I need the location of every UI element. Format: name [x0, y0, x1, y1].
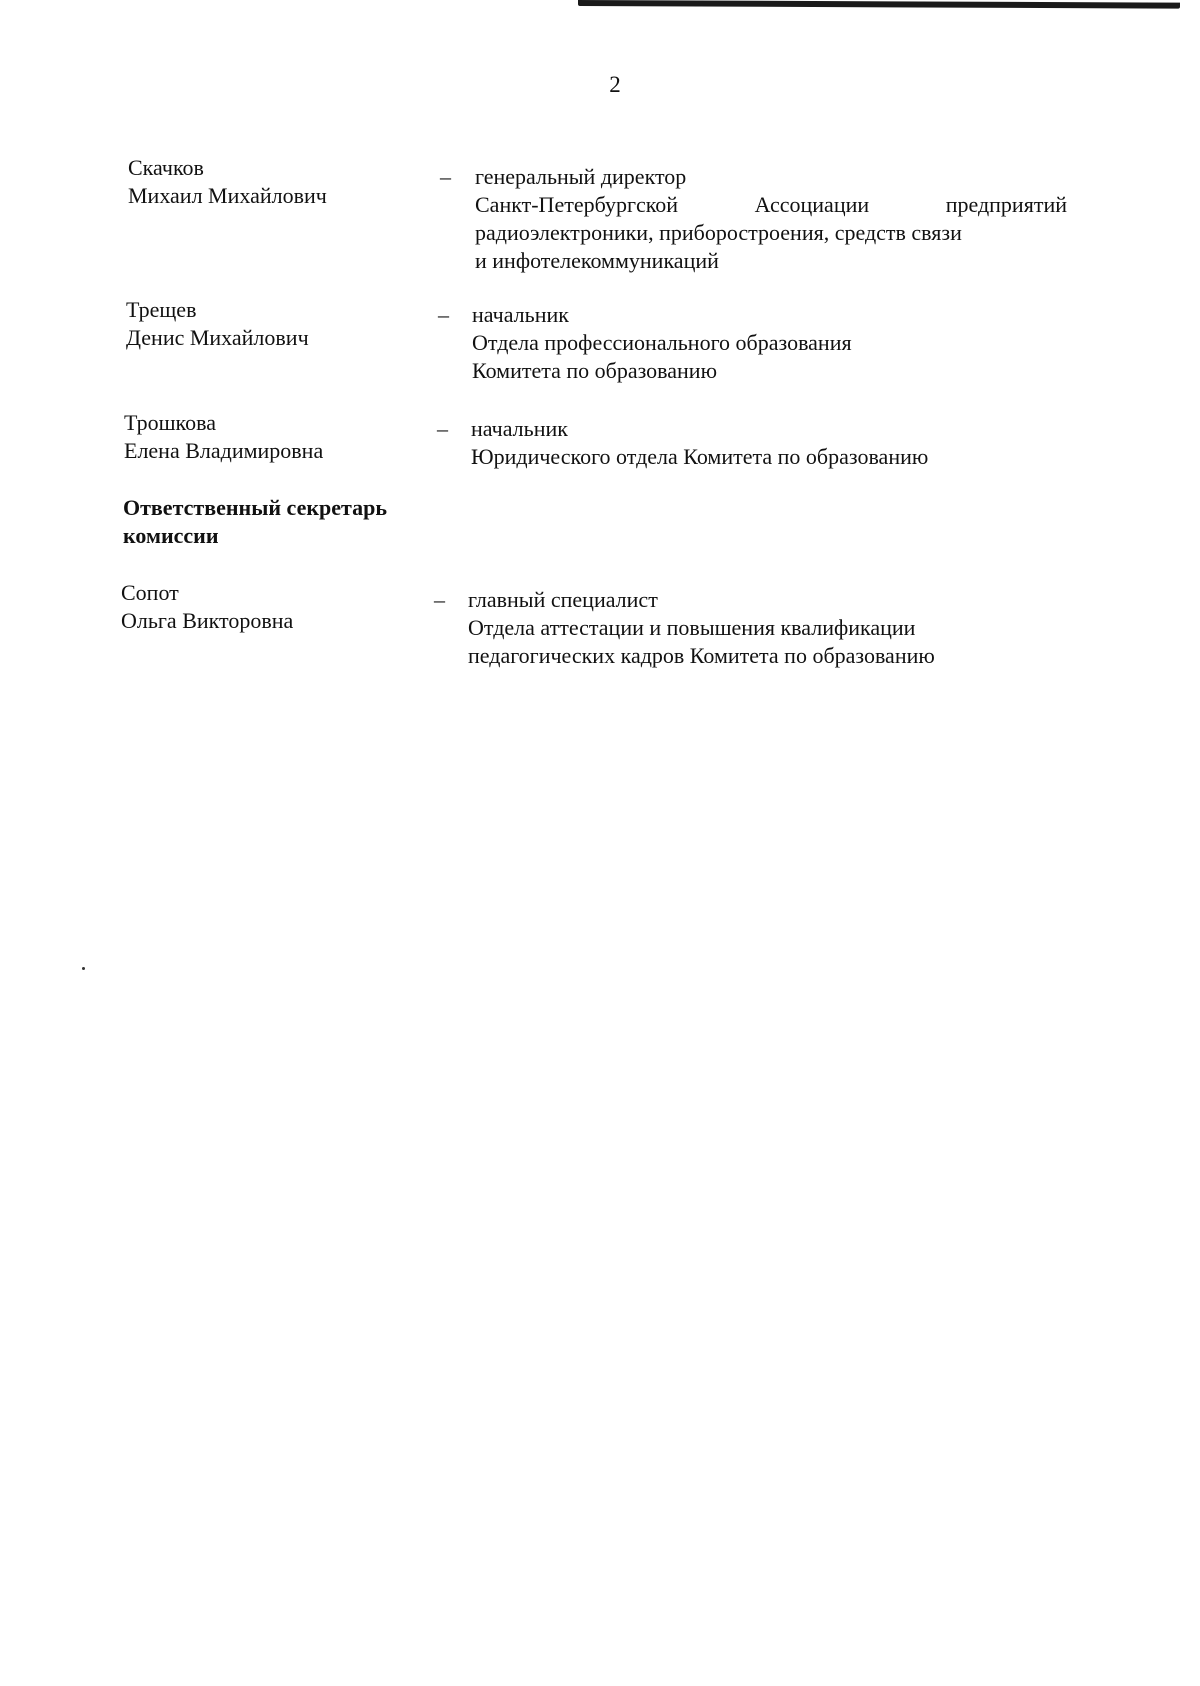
- member-description: [475, 163, 1067, 275]
- heading-line: комиссии: [123, 523, 219, 548]
- member-name: [126, 296, 309, 352]
- member-surname: Трошкова: [124, 410, 216, 435]
- member-org-line: радиоэлектроники, приборостроения, средств связи: [475, 220, 962, 245]
- heading-line: Ответственный секретарь: [123, 495, 387, 520]
- secretary-section-heading: [123, 494, 387, 550]
- member-org-line: Юридического отдела Комитета по образованию: [471, 444, 929, 469]
- member-org-line: педагогических кадров Комитета по образованию: [468, 643, 935, 668]
- member-dash: –: [438, 302, 449, 327]
- member-given-names: Денис Михайлович: [126, 325, 309, 350]
- member-given-names: Ольга Викторовна: [121, 608, 294, 633]
- member-org-line: Комитета по образованию: [472, 358, 718, 383]
- scan-edge-artifact: [578, 0, 1180, 9]
- member-description: [468, 586, 935, 670]
- member-position: начальник: [471, 416, 568, 441]
- member-dash: –: [437, 416, 448, 441]
- member-position: главный специалист: [468, 587, 658, 612]
- member-description: [472, 301, 852, 385]
- member-org-line: Отдела профессионального образования: [472, 330, 852, 355]
- member-org-line: и инфотелекоммуникаций: [475, 248, 719, 273]
- member-name: [124, 409, 323, 465]
- member-name: [121, 579, 293, 635]
- scan-speck: [82, 967, 85, 970]
- member-org-line: Отдела аттестации и повышения квалификации: [468, 615, 916, 640]
- member-surname: Сопот: [121, 580, 179, 605]
- member-given-names: Михаил Михайлович: [128, 183, 327, 208]
- page-number: 2: [609, 72, 621, 97]
- member-given-names: Елена Владимировна: [124, 438, 324, 463]
- member-description: [471, 415, 928, 471]
- member-name: [128, 154, 327, 210]
- member-position: начальник: [472, 302, 569, 327]
- org-word: предприятий: [945, 192, 1067, 217]
- member-dash: –: [434, 587, 445, 612]
- member-surname: Трещев: [126, 297, 197, 322]
- member-dash: –: [440, 164, 451, 189]
- member-surname: Скачков: [128, 155, 204, 180]
- org-word: Санкт-Петербургской: [475, 192, 679, 217]
- org-word: Ассоциации: [754, 192, 870, 217]
- member-position: генеральный директор: [475, 164, 687, 189]
- member-org-line-justified: [475, 191, 1067, 219]
